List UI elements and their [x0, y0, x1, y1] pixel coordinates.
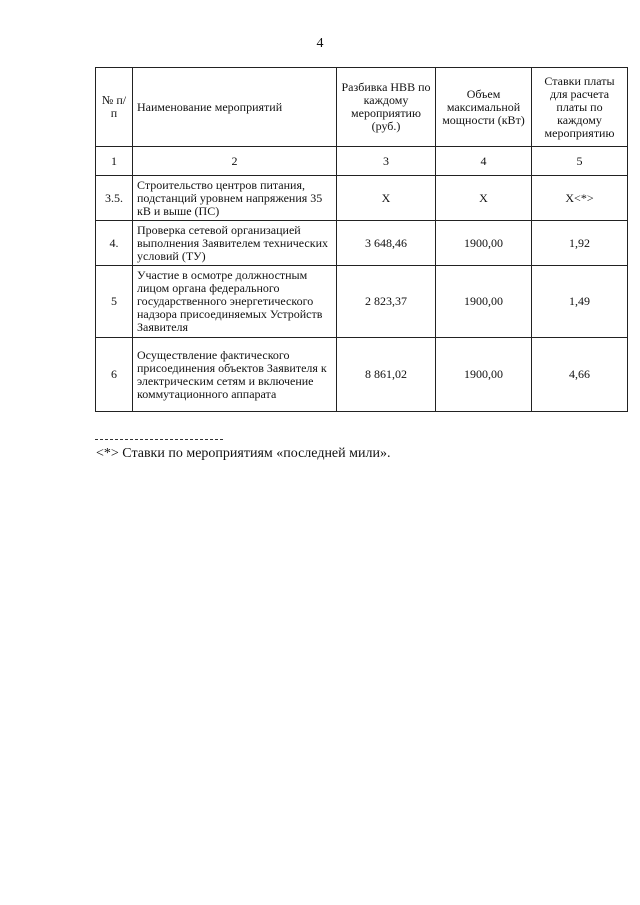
- header-volume: Объем максимальной мощности (кВт): [436, 68, 532, 147]
- row-rate: Х<*>: [532, 176, 628, 221]
- row-nvv: Х: [337, 176, 436, 221]
- column-index: 1: [96, 147, 133, 176]
- column-index: 2: [133, 147, 337, 176]
- table-row: [96, 221, 628, 266]
- row-nvv: 3 648,46: [337, 221, 436, 266]
- row-name: Осуществление фактического присоединения объектов Заявителя к электрическим сетям и включение коммутационного аппарата: [133, 338, 337, 412]
- table-row: [96, 266, 628, 338]
- footnote: <*> Ставки по мероприятиям «последней мили».: [96, 446, 391, 461]
- row-num: 6: [96, 338, 133, 412]
- footnote-divider: [95, 439, 223, 440]
- row-num: 4.: [96, 221, 133, 266]
- row-nvv: 8 861,02: [337, 338, 436, 412]
- header-nvv: Разбивка НВВ по каждому мероприятию (руб.): [337, 68, 436, 147]
- header-rate: Ставки платы для расчета платы по каждому мероприятию: [532, 68, 628, 147]
- tariff-table: [95, 67, 628, 412]
- row-volume: Х: [436, 176, 532, 221]
- row-nvv: 2 823,37: [337, 266, 436, 338]
- row-name: Участие в осмотре должностным лицом органа федерального государственного энергетического надзора присоединяемых Устройств Заявителя: [133, 266, 337, 338]
- column-index: 3: [337, 147, 436, 176]
- row-rate: 1,49: [532, 266, 628, 338]
- page-number: 4: [316, 36, 324, 51]
- table-header-row: [96, 68, 628, 147]
- row-num: 3.5.: [96, 176, 133, 221]
- row-volume: 1900,00: [436, 338, 532, 412]
- table-row: [96, 176, 628, 221]
- column-index: 5: [532, 147, 628, 176]
- row-volume: 1900,00: [436, 221, 532, 266]
- row-name: Строительство центров питания, подстанций уровнем напряжения 35 кВ и выше (ПС): [133, 176, 337, 221]
- row-num: 5: [96, 266, 133, 338]
- row-rate: 4,66: [532, 338, 628, 412]
- row-name: Проверка сетевой организацией выполнения Заявителем технических условий (ТУ): [133, 221, 337, 266]
- table-row: [96, 338, 628, 412]
- header-name: Наименование мероприятий: [133, 68, 337, 147]
- row-rate: 1,92: [532, 221, 628, 266]
- header-num: № п/п: [96, 68, 133, 147]
- column-index-row: [96, 147, 628, 176]
- row-volume: 1900,00: [436, 266, 532, 338]
- column-index: 4: [436, 147, 532, 176]
